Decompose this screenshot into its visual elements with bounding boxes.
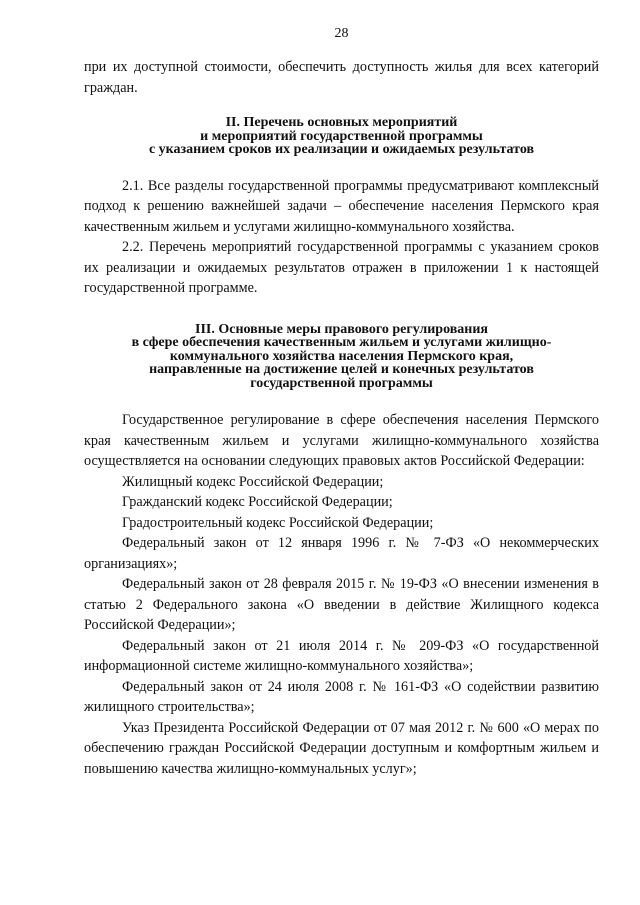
section-2-heading-line: и мероприятий государственной программы [200, 128, 483, 144]
legal-act-item: Указ Президента Российской Федерации от 07 мая 2012 г. № 600 «О мерах по обеспечению граждан Российской Федерации доступным и комфортным жильем и повышению качества жилищно-коммунальных услуг»; [84, 719, 599, 777]
paragraph-2-1: 2.1. Все разделы государственной программы предусматривают комплексный подход к решению важнейшей задачи – обеспечение населения Пермского края качественным жильем и услугами жилищно-коммунального хозяйства. [84, 177, 599, 235]
section-2-heading-line: с указанием сроков их реализации и ожидаемых результатов [148, 142, 535, 157]
section-3-heading-line: коммунального хозяйства населения Пермского края, [169, 348, 514, 364]
section-3-heading-line: III. Основные меры правового регулирования [195, 321, 488, 337]
section-3-heading-line: государственной программы [250, 375, 433, 391]
section-2-heading-line: II. Перечень основных мероприятий [225, 115, 458, 130]
section-3-heading [84, 323, 599, 391]
legal-act-item: Жилищный кодекс Российской Федерации; [122, 473, 384, 490]
section-3-heading-line: в сфере обеспечения качественным жильем и услугами жилищно- [131, 335, 552, 350]
legal-act-item: Градостроительный кодекс Российской Федерации; [122, 514, 434, 531]
section-2-body [84, 176, 599, 299]
paragraph-regulation-intro: Государственное регулирование в сфере обеспечения населения Пермского края качественным жильем и услугами жилищно-коммунального хозяйства осуществляется на основании следующих правовых актов Российской Федерации: [84, 412, 599, 469]
legal-act-item: Федеральный закон от 21 июля 2014 г. № 209-ФЗ «О государственной информационной системе жилищно-коммунального хозяйства»; [84, 637, 599, 674]
section-3-heading-line: направленные на достижение целей и конечных результатов [149, 362, 534, 377]
paragraph-2-2: 2.2. Перечень мероприятий государственной программы с указанием сроков их реализации и ожидаемых результатов отражен в приложении 1 к настоящей государственной программе. [84, 239, 599, 296]
page-number: 28 [334, 26, 349, 41]
intro-paragraph: при их доступной стоимости, обеспечить доступность жилья для всех категорий граждан. [84, 59, 599, 96]
document-page [84, 0, 599, 905]
section-3-body [84, 410, 599, 779]
legal-act-item: Федеральный закон от 12 января 1996 г. № 7-ФЗ «О некоммерческих организациях»; [84, 535, 599, 572]
legal-act-item: Федеральный закон от 24 июля 2008 г. № 161-ФЗ «О содействии развитию жилищного строительства»; [84, 678, 599, 715]
page-content [84, 57, 599, 779]
legal-act-item: Гражданский кодекс Российской Федерации; [122, 494, 393, 510]
section-2-heading [84, 116, 599, 157]
legal-act-item: Федеральный закон от 28 февраля 2015 г. № 19-ФЗ «О внесении изменения в статью 2 Федерального закона «О введении в действие Жилищного кодекса Российской Федерации»; [84, 576, 599, 633]
